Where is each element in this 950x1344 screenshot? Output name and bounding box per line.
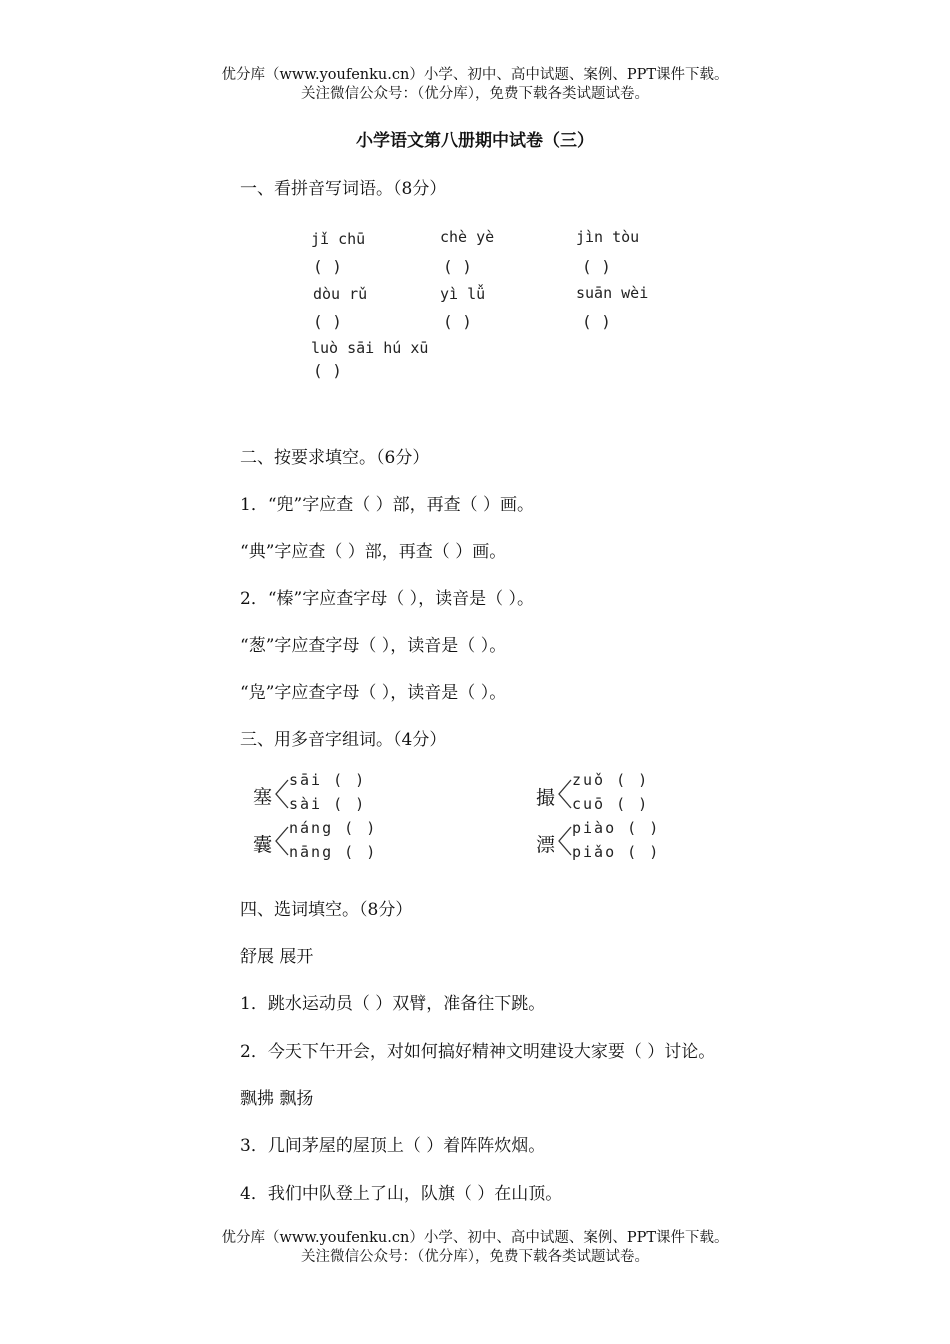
polyphone-reading: náng ( ) (289, 819, 378, 837)
polyphone-char: 塞 (253, 786, 273, 808)
answer-blank-3: ( ) (582, 257, 611, 276)
word-choice-1: 舒展 展开 (240, 947, 314, 967)
word-choice-2: 飘拂 飘扬 (240, 1089, 314, 1109)
fill-line-5: “凫”字应查字母（ ），读音是（ ）。 (240, 683, 507, 703)
brace-icon (556, 823, 572, 859)
pinyin-word-4: dòu rǔ (313, 285, 368, 303)
choice-sentence-2: 2．今天下午开会，对如何搞好精神文明建设大家要（ ）讨论。 (240, 1042, 716, 1062)
pinyin-word-2: chè yè (440, 228, 495, 246)
section-4-heading: 四、选词填空。（8分） (240, 900, 413, 920)
polyphone-reading: sài ( ) (289, 795, 367, 813)
polyphone-reading: zuǒ ( ) (572, 771, 650, 789)
page-title: 小学语文第八册期中试卷（三） (356, 131, 594, 151)
answer-blank-2: ( ) (443, 257, 472, 276)
pinyin-word-7: luò sāi hú xū (311, 339, 429, 357)
pinyin-word-3: jìn tòu (576, 228, 640, 246)
polyphone-reading: nāng ( ) (289, 843, 378, 861)
fill-line-4: “葱”字应查字母（ ），读音是（ ）。 (240, 636, 507, 656)
pinyin-word-1: jǐ chū (311, 230, 366, 248)
polyphone-reading: cuō ( ) (572, 795, 650, 813)
answer-blank-1: ( ) (313, 257, 342, 276)
fill-line-3: 2．“榛”字应查字母（ ），读音是（ ）。 (240, 589, 535, 609)
answer-blank-4: ( ) (313, 312, 342, 331)
section-1-heading: 一、看拼音写词语。（8分） (240, 179, 447, 199)
header-line-2: 关注微信公众号：（优分库），免费下载各类试题试卷。 (301, 86, 649, 102)
choice-sentence-3: 3．几间茅屋的屋顶上（ ）着阵阵炊烟。 (240, 1136, 546, 1156)
choice-sentence-4: 4．我们中队登上了山，队旗（ ）在山顶。 (240, 1184, 563, 1204)
brace-icon (556, 776, 572, 812)
choice-sentence-1: 1．跳水运动员（ ）双臂，准备往下跳。 (240, 994, 546, 1014)
answer-blank-5: ( ) (443, 312, 472, 331)
polyphone-reading: piǎo ( ) (572, 843, 661, 861)
polyphone-char: 撮 (536, 787, 556, 809)
polyphone-char: 漂 (536, 834, 556, 856)
brace-icon (273, 776, 289, 812)
answer-blank-6: ( ) (582, 312, 611, 331)
section-3-heading: 三、用多音字组词。（4分） (240, 730, 447, 750)
section-2-heading: 二、按要求填空。（6分） (240, 448, 430, 468)
polyphone-char: 囊 (253, 834, 273, 856)
fill-line-2: “典”字应查（ ）部，再查（ ）画。 (240, 542, 507, 562)
pinyin-word-5: yì lǚ (440, 285, 486, 303)
header-line-1: 优分库（www.youfenku.cn）小学、初中、高中试题、案例、PPT课件下载。 (221, 67, 729, 83)
polyphone-reading: sāi ( ) (289, 771, 367, 789)
answer-blank-7: ( ) (313, 361, 342, 380)
pinyin-word-6: suān wèi (576, 284, 649, 302)
polyphone-reading: piào ( ) (572, 819, 661, 837)
brace-icon (273, 823, 289, 859)
fill-line-1: 1．“兜”字应查（ ）部，再查（ ）画。 (240, 495, 535, 515)
footer-line-2: 关注微信公众号：（优分库），免费下载各类试题试卷。 (301, 1249, 649, 1265)
footer-line-1: 优分库（www.youfenku.cn）小学、初中、高中试题、案例、PPT课件下载。 (221, 1230, 729, 1246)
